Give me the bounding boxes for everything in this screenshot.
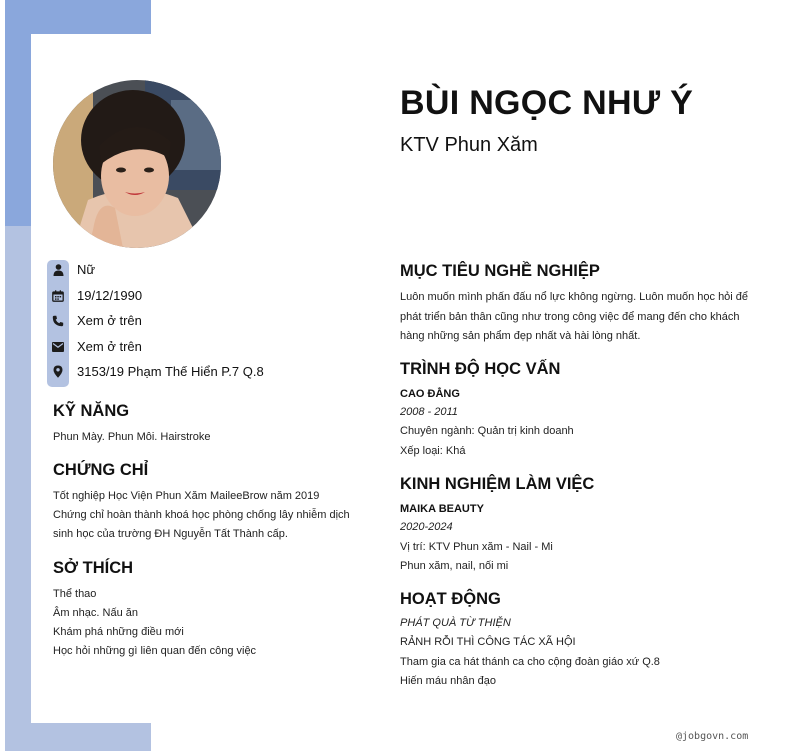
education-major: Chuyên ngành: Quản trị kinh doanh — [400, 425, 574, 437]
experience-detail: Phun xăm, nail, nối mi — [400, 560, 509, 572]
activity-line: Tham gia ca hát thánh ca cho cộng đoàn giáo xứ Q.8 — [400, 656, 660, 668]
certificate-line: sinh học của trường ĐH Nguyễn Tất Thành cấp. — [53, 528, 288, 540]
contact-email — [47, 334, 142, 359]
education-heading: TRÌNH ĐỘ HỌC VẤN — [400, 360, 561, 378]
objective-text: Luôn muốn mình phấn đấu nổ lực không ngừng. Luôn muốn học hỏi để phát triển bản thân cũng như trong công việc để mang đến cho khách hàng những sản phẩm đẹp nhất và hài lòng nhất. — [400, 291, 749, 342]
hobby-item: Khám phá những điều mới — [53, 626, 184, 638]
skills-heading: KỸ NĂNG — [53, 402, 130, 420]
experience-heading: KINH NGHIỆM LÀM VIỆC — [400, 475, 595, 493]
hobby-item: Thể thao — [53, 588, 97, 600]
candidate-name: BÙI NGỌC NHƯ Ý — [400, 84, 694, 122]
experience-company: MAIKA BEAUTY — [400, 503, 484, 515]
education-period: 2008 - 2011 — [400, 406, 458, 418]
phone-icon — [47, 308, 69, 333]
certificate-line: Tốt nghiệp Học Viện Phun Xăm MaileeBrow năm 2019 — [53, 490, 320, 502]
contact-birthday — [47, 283, 142, 308]
contact-address — [47, 359, 264, 384]
contact-gender-value: Nữ — [77, 262, 96, 277]
activity-heading: PHÁT QUÀ TỪ THIỆN — [400, 617, 511, 629]
job-title: KTV Phun Xăm — [400, 134, 538, 156]
watermark: @jobgovn.com — [676, 731, 749, 742]
contact-phone-value: Xem ở trên — [77, 313, 142, 328]
education-rank: Xếp loại: Khá — [400, 445, 466, 457]
hobby-item: Học hỏi những gì liên quan đến công việc — [53, 645, 257, 657]
hobby-item: Âm nhạc. Nấu ăn — [53, 607, 138, 619]
mail-icon — [47, 334, 69, 359]
certificates-heading: CHỨNG CHỈ — [53, 461, 149, 479]
contact-address-value: 3153/19 Phạm Thế Hiển P.7 Q.8 — [77, 364, 264, 379]
activity-line: Hiến máu nhân đạo — [400, 675, 497, 687]
calendar-icon — [47, 283, 69, 308]
person-icon — [47, 257, 69, 282]
certificate-line: Chứng chỉ hoàn thành khoá học phòng chống lây nhiễm dịch — [53, 509, 350, 521]
experience-position: Vị trí: KTV Phun xăm - Nail - Mi — [400, 541, 553, 553]
education-school: CAO ĐẲNG — [400, 388, 460, 400]
location-pin-icon — [47, 359, 69, 384]
activity-line: RẢNH RỖI THÌ CÔNG TÁC XÃ HỘI — [400, 636, 576, 648]
hobbies-heading: SỞ THÍCH — [53, 559, 134, 577]
avatar-photo — [53, 80, 221, 248]
contact-birthday-value: 19/12/1990 — [77, 288, 143, 303]
contact-phone — [47, 308, 142, 333]
activities-heading: HOẠT ĐỘNG — [400, 590, 501, 608]
contact-email-value: Xem ở trên — [77, 339, 142, 354]
skills-text: Phun Mày. Phun Môi. Hairstroke — [53, 431, 211, 443]
contact-gender — [47, 257, 95, 282]
objective-heading: MỤC TIÊU NGHỀ NGHIỆP — [400, 262, 600, 280]
experience-period: 2020-2024 — [400, 521, 453, 533]
